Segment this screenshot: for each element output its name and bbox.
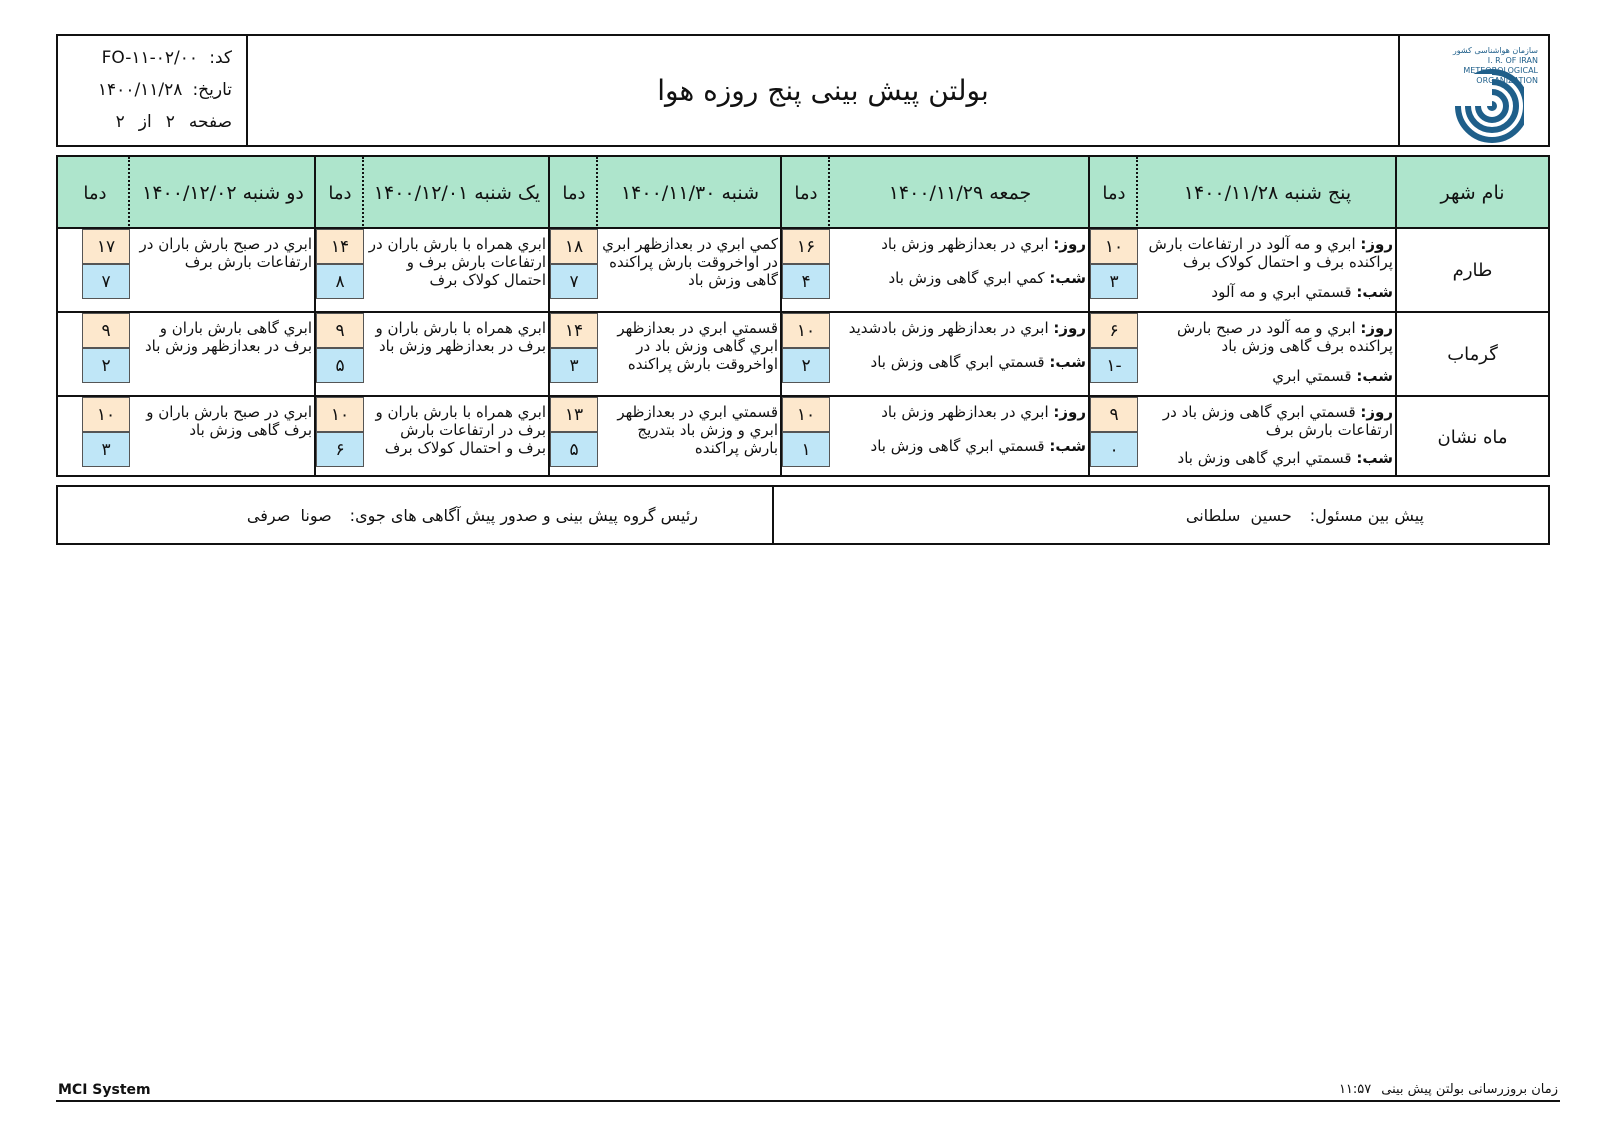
- page-footer: [56, 1080, 1560, 1102]
- min-temp: ۷: [82, 264, 130, 299]
- max-temp: ۱۴: [316, 229, 364, 264]
- day1-temp-header: دما: [1102, 182, 1126, 204]
- day1-night-forecast: [1211, 283, 1393, 301]
- page-of: از: [138, 112, 152, 132]
- code-value: FO-۱۱-۰۲/۰۰: [101, 48, 198, 68]
- page-title: بولتن پیش بینی پنج روزه هوا: [657, 74, 989, 107]
- day-text: ابري در بعدازظهر وزش بادشديد: [848, 319, 1049, 337]
- day3-forecast: قسمتي ابري در بعدازظهر ابري و وزش باد بتدريج بارش پراکنده: [617, 403, 778, 457]
- header-dotted-divider: [128, 157, 130, 229]
- min-temp: ۶: [316, 432, 364, 467]
- max-temp: ۱۳: [550, 397, 598, 432]
- forecaster-signature: [1186, 487, 1424, 543]
- day1-night-forecast: [1178, 449, 1393, 467]
- min-temp: ۱: [782, 432, 830, 467]
- night-text: قسمتي ابري گاهی وزش باد: [1177, 449, 1352, 467]
- day-prefix: روز:: [1053, 235, 1086, 253]
- day-prefix: روز:: [1360, 403, 1393, 421]
- night-prefix: شب:: [1049, 353, 1086, 371]
- day-text: ابري در بعدازظهر وزش باد: [881, 403, 1049, 421]
- city-name: گرماب: [1447, 343, 1498, 365]
- day2-header: جمعه ۱۴۰۰/۱۱/۲۹: [888, 182, 1032, 204]
- logo-text-fa: سازمان هواشناسی کشور: [1452, 46, 1538, 55]
- day3-forecast: كمي ابري در بعدازظهر ابري در اواخروقت بارش پراکنده گاهی وزش باد: [602, 235, 778, 289]
- night-prefix: شب:: [1356, 449, 1393, 467]
- min-temp: ۸: [316, 264, 364, 299]
- max-temp: ۹: [82, 313, 130, 348]
- day2-night-forecast: [871, 437, 1086, 455]
- city-name: طارم: [1452, 259, 1493, 281]
- day1-forecast: [1138, 403, 1397, 439]
- day4-forecast: ابري همراه با بارش باران و برف در ارتفاعات بارش برف و احتمال کولاک برف: [375, 403, 546, 457]
- max-temp: ۶: [1090, 313, 1138, 348]
- max-temp: ۱۰: [782, 313, 830, 348]
- head-label: رئیس گروه پیش بینی و صدور پیش آگاهی های جوی:: [349, 505, 698, 525]
- bulletin-header: [56, 34, 1550, 147]
- system-name: MCI System: [58, 1082, 151, 1098]
- day5-temp-header: دما: [83, 182, 107, 204]
- max-temp: ۹: [316, 313, 364, 348]
- update-time-info: [1339, 1082, 1558, 1097]
- day3-header: شنبه ۱۴۰۰/۱۱/۳۰: [620, 182, 760, 204]
- night-prefix: شب:: [1049, 269, 1086, 287]
- day3-temp-header: دما: [562, 182, 586, 204]
- day2-day-forecast: [849, 319, 1086, 337]
- min-temp: ۷: [550, 264, 598, 299]
- forecaster-name: حسین سلطانی: [1185, 505, 1292, 525]
- day4-temp-header: دما: [328, 182, 352, 204]
- day2-night-forecast: [871, 353, 1086, 371]
- day2-day-forecast: [881, 403, 1086, 421]
- day-text: قسمتي ابري گاهی وزش باد در ارتفاعات بارش برف: [1162, 403, 1393, 439]
- logo-text-en2: METEOROLOGICAL: [1463, 66, 1538, 75]
- min-temp: ۵: [550, 432, 598, 467]
- update-time: ۱۱:۵۷: [1338, 1082, 1372, 1097]
- day5-forecast: ابري در صبح بارش باران در ارتفاعات بارش برف: [139, 235, 312, 271]
- day-prefix: روز:: [1360, 319, 1393, 337]
- day3-forecast: قسمتي ابري در بعدازظهر ابري گاهی وزش باد در اواخروقت بارش پراکنده: [617, 319, 778, 373]
- head-name: صونا صرفی: [246, 505, 332, 525]
- max-temp: ۹: [1090, 397, 1138, 432]
- city-column-header: نام شهر: [1440, 182, 1505, 204]
- day-text: ابري و مه آلود در ارتفاعات بارش پراکنده برف و احتمال کولاک برف: [1148, 235, 1393, 271]
- day1-forecast: [1138, 235, 1397, 271]
- page-current: ۲: [165, 112, 175, 132]
- day-prefix: روز:: [1053, 403, 1086, 421]
- day2-temp-header: دما: [794, 182, 818, 204]
- header-dotted-divider: [596, 157, 598, 229]
- logo-text-en1: I. R. OF IRAN: [1487, 56, 1538, 65]
- min-temp: ۲: [82, 348, 130, 383]
- day2-night-forecast: [888, 269, 1086, 287]
- day5-forecast: ابري گاهی بارش باران و برف در بعدازظهر وزش باد: [144, 319, 312, 355]
- night-text: قسمتي ابري گاهی وزش باد: [870, 437, 1045, 455]
- header-dotted-divider: [362, 157, 364, 229]
- day-prefix: روز:: [1360, 235, 1393, 253]
- day4-header: یک شنبه ۱۴۰۰/۱۲/۰۱: [373, 182, 541, 204]
- logo: [1398, 36, 1548, 145]
- night-text: قسمتي ابري: [1272, 367, 1352, 385]
- min-temp: ۲: [782, 348, 830, 383]
- min-temp: ۰: [1090, 432, 1138, 467]
- night-prefix: شب:: [1356, 283, 1393, 301]
- day1-header: پنج شنبه ۱۴۰۰/۱۱/۲۸: [1183, 182, 1352, 204]
- date-label: تاریخ:: [192, 80, 232, 100]
- day-text: ابري و مه آلود در صبح بارش پراکنده برف گاهی وزش باد: [1177, 319, 1393, 355]
- max-temp: ۱۶: [782, 229, 830, 264]
- night-text: قسمتي ابري گاهی وزش باد: [870, 353, 1045, 371]
- day5-forecast: ابري در صبح بارش باران و برف گاهی وزش باد: [146, 403, 312, 439]
- min-temp: ۳: [82, 432, 130, 467]
- header-dotted-divider: [1136, 157, 1138, 229]
- max-temp: ۱۰: [1090, 229, 1138, 264]
- day1-forecast: [1138, 319, 1397, 355]
- max-temp: ۱۰: [316, 397, 364, 432]
- document-meta: [58, 36, 248, 145]
- forecaster-label: پیش بین مسئول:: [1309, 505, 1424, 525]
- max-temp: ۱۰: [782, 397, 830, 432]
- logo-caption: [1418, 46, 1538, 86]
- day2-day-forecast: [881, 235, 1086, 253]
- forecast-table: [56, 155, 1550, 477]
- day5-header: دو شنبه ۱۴۰۰/۱۲/۰۲: [142, 182, 304, 204]
- night-prefix: شب:: [1356, 367, 1393, 385]
- page-label: صفحه: [188, 112, 232, 132]
- night-text: قسمتي ابري و مه آلود: [1211, 283, 1352, 301]
- max-temp: ۱۴: [550, 313, 598, 348]
- day1-night-forecast: [1272, 367, 1393, 385]
- code-label: کد:: [209, 48, 232, 68]
- min-temp: ۳: [550, 348, 598, 383]
- day-text: ابري در بعدازظهر وزش باد: [881, 235, 1049, 253]
- update-label: زمان بروزرسانی بولتن پیش بینی: [1381, 1082, 1558, 1097]
- day4-forecast: ابري همراه با بارش باران و برف در بعدازظهر وزش باد: [375, 319, 546, 355]
- head-signature: [247, 487, 698, 543]
- min-temp: ۴: [782, 264, 830, 299]
- date-value: ۱۴۰۰/۱۱/۲۸: [97, 80, 183, 100]
- city-name: ماه نشان: [1437, 426, 1508, 448]
- min-temp: ۳: [1090, 264, 1138, 299]
- header-dotted-divider: [828, 157, 830, 229]
- night-text: كمي ابري گاهی وزش باد: [888, 269, 1045, 287]
- signature-divider: [772, 487, 774, 543]
- page-total: ۲: [115, 112, 125, 132]
- max-temp: ۱۷: [82, 229, 130, 264]
- max-temp: ۱۸: [550, 229, 598, 264]
- logo-text-en3: ORGANIZATION: [1476, 76, 1538, 85]
- max-temp: ۱۰: [82, 397, 130, 432]
- min-temp: ۵: [316, 348, 364, 383]
- day4-forecast: ابري همراه با بارش باران در ارتفاعات بارش برف و احتمال کولاک برف: [368, 235, 546, 289]
- night-prefix: شب:: [1049, 437, 1086, 455]
- min-temp: -۱: [1090, 348, 1138, 383]
- day-prefix: روز:: [1053, 319, 1086, 337]
- signature-box: [56, 485, 1550, 545]
